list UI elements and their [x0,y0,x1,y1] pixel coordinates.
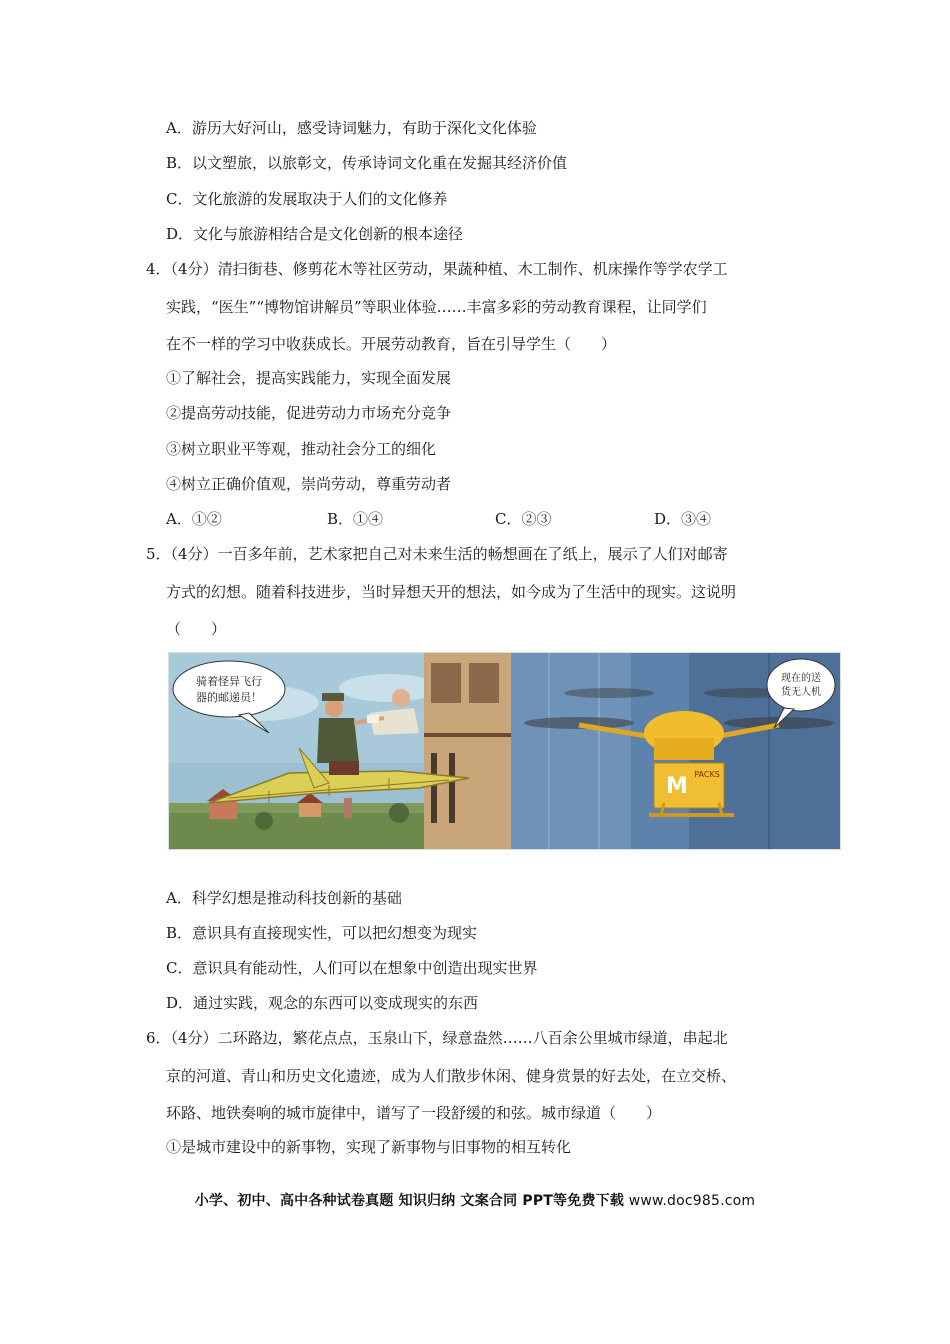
page-footer [0,1190,950,1210]
q5-option-c: C．意识具有能动性，人们可以在想象中创造出现实世界 [166,959,538,977]
footer-site-link[interactable]: www.doc985.com [628,1193,756,1209]
q3-option-b: B．以文塑旅，以旅彰文，传承诗词文化重在发掘其经济价值 [166,154,568,172]
q6-stem-line-1: 6．（4分）二环路边，繁花点点，玉泉山下，绿意盎然……八百余公里城市绿道，串起北 [146,1029,728,1047]
q5-stem-line-1: 5．（4分）一百多年前，艺术家把自己对未来生活的畅想画在了纸上，展示了人们对邮寄 [146,545,728,563]
q6-stem-line-3: 环路、地铁奏响的城市旋律中，谱写了一段舒缓的和弦。城市绿道（ ） [166,1104,662,1122]
q4-stem-line-1: 4．（4分）清扫街巷、修剪花木等社区劳动，果蔬种植、木工制作、机床操作等学农学工 [146,260,728,278]
q4-statement-2: ②提高劳动技能，促进劳动力市场充分竞争 [166,404,452,422]
drone-package [654,763,724,808]
q4-choice-b: B．①④ [327,510,384,528]
q4-statement-4: ④树立正确价值观，崇尚劳动，尊重劳动者 [166,475,452,493]
q5-option-d: D．通过实践，观念的东西可以变成现实的东西 [166,994,479,1012]
q6-statement-1: ①是城市建设中的新事物，实现了新事物与旧事物的相互转化 [166,1138,572,1156]
q4-choice-d: D．③④ [654,510,712,528]
right-bubble-line-2: 货无人机 [781,687,821,698]
package-label: PACKS [694,770,720,779]
q5-illustration [168,652,841,850]
q4-statement-3: ③树立职业平等观，推动社会分工的细化 [166,440,437,458]
q5-option-a: A．科学幻想是推动科技创新的基础 [166,889,402,907]
svg-text:M: M [666,774,688,799]
left-bubble-line-2: 器的邮递员！ [196,691,262,704]
footer-promo-text: 小学、初中、高中各种试卷真题 知识归纳 文案合同 PPT等免费下载 [194,1193,625,1209]
q4-choice-c: C．②③ [495,510,552,528]
q4-stem-line-3: 在不一样的学习中收获成长。开展劳动教育，旨在引导学生（ ） [166,335,617,353]
vintage-postman-panel [169,653,511,849]
q3-option-d: D．文化与旅游相结合是文化创新的根本途径 [166,225,464,243]
q4-choice-a: A．①② [166,510,222,528]
q5-stem-line-2: 方式的幻想。随着科技进步，当时异想天开的想法，如今成为了生活中的现实。这说明 [166,583,737,601]
q5-stem-line-3: （ ） [166,620,227,638]
right-bubble-line-1: 现在的送 [781,673,821,684]
delivery-drone-panel [511,653,840,849]
q6-stem-line-2: 京的河道、青山和历史文化遗迹，成为人们散步休闲、健身赏景的好去处，在立交桥、 [166,1067,737,1085]
q4-statement-1: ①了解社会，提高实践能力，实现全面发展 [166,369,452,387]
q3-option-c: C．文化旅游的发展取决于人们的文化修养 [166,190,448,208]
q5-option-b: B．意识具有直接现实性，可以把幻想变为现实 [166,924,478,942]
left-bubble-line-1: 骑着怪异飞行 [196,675,262,688]
q3-option-a: A．游历大好河山，感受诗词魅力，有助于深化文化体验 [166,119,537,137]
q4-stem-line-2: 实践，“医生”“博物馆讲解员”等职业体验……丰富多彩的劳动教育课程，让同学们 [166,298,707,316]
